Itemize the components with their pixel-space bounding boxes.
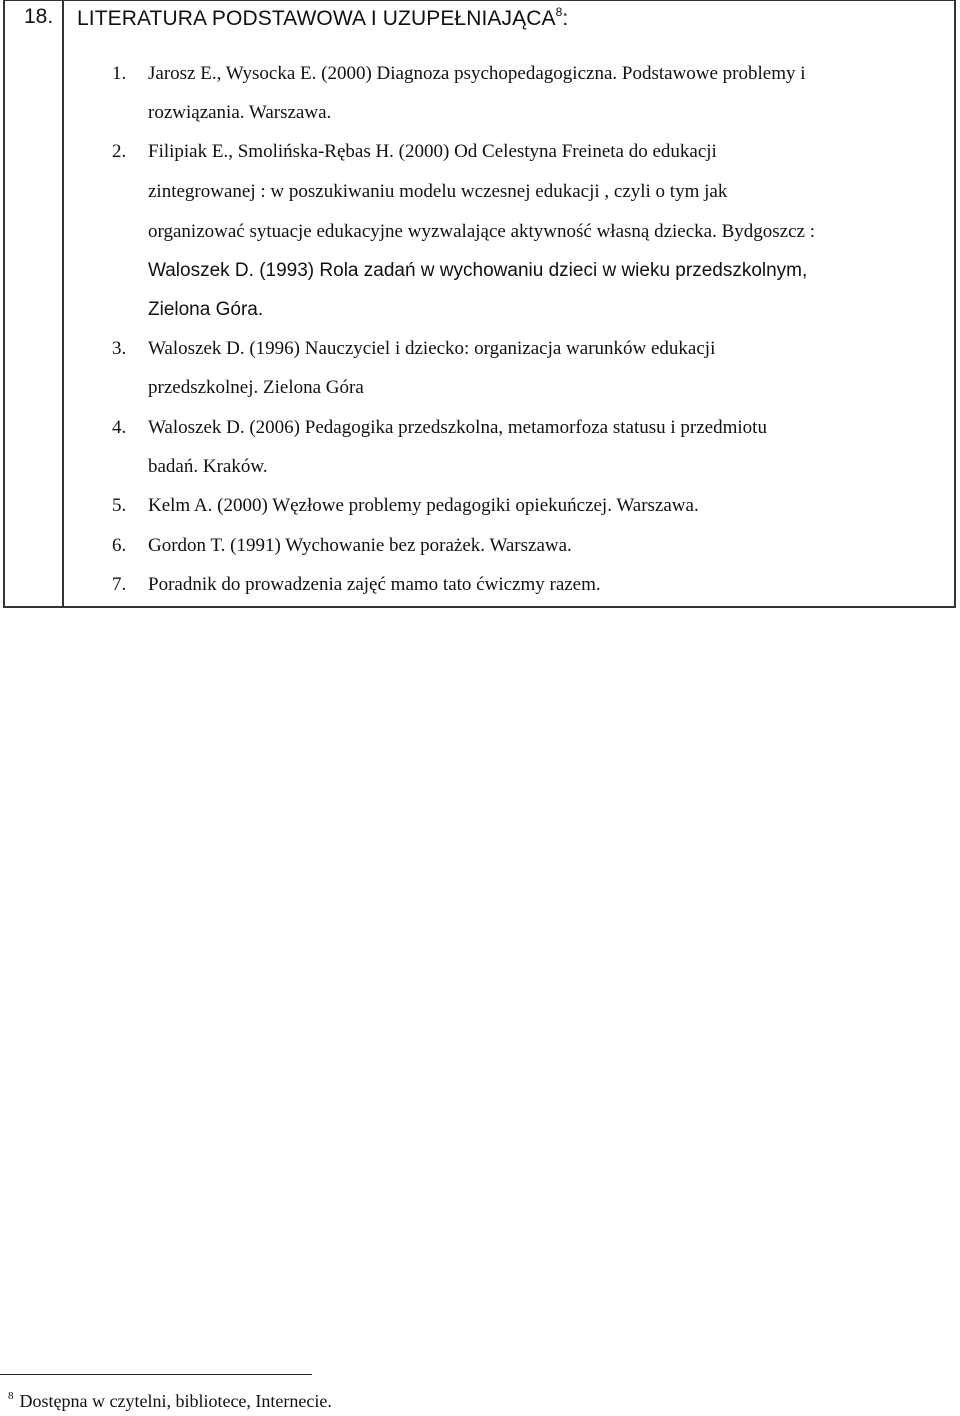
item-2-number: 2. bbox=[112, 141, 127, 162]
item-3-line-1: Waloszek D. (1996) Nauczyciel i dziecko: organizacja warunków edukacji bbox=[148, 338, 716, 359]
item-7-line-1: Poradnik do prowadzenia zajęć mamo tato ćwiczmy razem. bbox=[148, 574, 601, 595]
item-2-line-2: zintegrowanej : w poszukiwaniu modelu wczesnej edukacji , czyli o tym jak bbox=[148, 181, 728, 202]
item-5-line-1: Kelm A. (2000) Węzłowe problemy pedagogiki opiekuńczej. Warszawa. bbox=[148, 495, 699, 516]
footnote-mark: 8 bbox=[8, 1390, 14, 1402]
item-4-line-2: badań. Kraków. bbox=[148, 456, 268, 477]
item-5-number: 5. bbox=[112, 495, 127, 516]
item-6-line-1: Gordon T. (1991) Wychowanie bez porażek. Warszawa. bbox=[148, 535, 572, 556]
item-4-number: 4. bbox=[112, 417, 127, 438]
footnote-text: Dostępna w czytelni, bibliotece, Internecie. bbox=[19, 1391, 332, 1411]
section-title bbox=[77, 5, 568, 31]
column-divider bbox=[62, 1, 64, 606]
footnote bbox=[8, 1390, 332, 1412]
item-2-line-1: Filipiak E., Smolińska-Rębas H. (2000) Od Celestyna Freineta do edukacji bbox=[148, 141, 717, 162]
item-2-line-4: Waloszek D. (1993) Rola zadań w wychowaniu dzieci w wieku przedszkolnym, bbox=[148, 260, 808, 281]
section-title-colon: : bbox=[562, 7, 569, 30]
item-3-line-2: przedszkolnej. Zielona Góra bbox=[148, 377, 364, 398]
item-4-line-1: Waloszek D. (2006) Pedagogika przedszkolna, metamorfoza statusu i przedmiotu bbox=[148, 417, 767, 438]
item-1-line-2: rozwiązania. Warszawa. bbox=[148, 102, 332, 123]
section-table bbox=[3, 0, 956, 608]
item-7-number: 7. bbox=[112, 574, 127, 595]
section-number: 18. bbox=[24, 5, 54, 28]
item-3-number: 3. bbox=[112, 338, 127, 359]
item-1-line-1: Jarosz E., Wysocka E. (2000) Diagnoza psychopedagogiczna. Podstawowe problemy i bbox=[148, 63, 806, 84]
item-2-line-3: organizować sytuacje edukacyjne wyzwalające aktywność własną dziecka. Bydgoszcz : bbox=[148, 221, 816, 242]
item-1-number: 1. bbox=[112, 63, 127, 84]
footnote-separator bbox=[0, 1374, 312, 1375]
section-title-text: LITERATURA PODSTAWOWA I UZUPEŁNIAJĄCA bbox=[77, 7, 556, 30]
item-2-line-5: Zielona Góra. bbox=[148, 299, 264, 320]
item-6-number: 6. bbox=[112, 535, 127, 556]
footnote-ref: 8 bbox=[555, 5, 563, 19]
